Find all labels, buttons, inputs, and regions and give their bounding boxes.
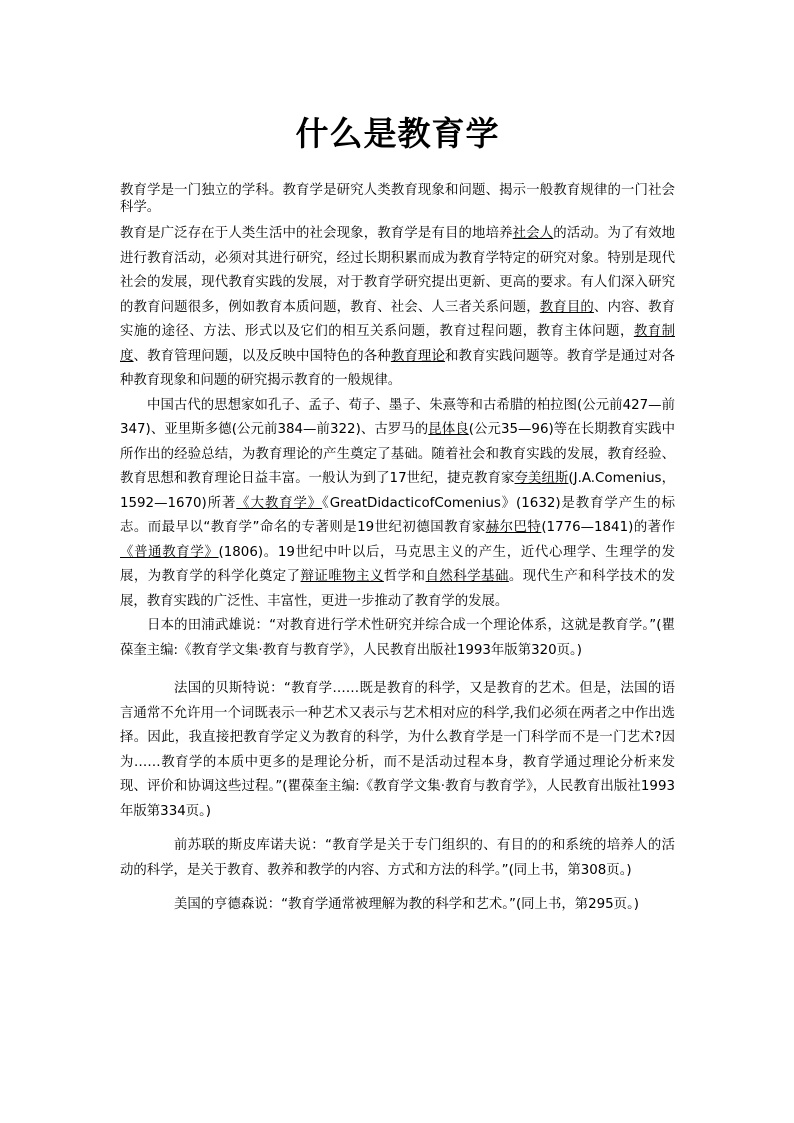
text-span: 教育是广泛存在于人类生活中的社会现象，教育学是有目的地培养 <box>120 226 513 241</box>
text-span: 、内容、教育实施的途径、方法、形式以及它们的相互关系问题，教育过程问题，教育主体问题， <box>120 299 676 339</box>
text-span: 哲学和 <box>383 569 426 584</box>
link-comenius[interactable]: 夸美纽斯 <box>514 471 569 486</box>
text-span: (公元35—96)等在长期教育实践中所作出的经验总结，为教育理论的产生奠定了基础。随着社会和教育实践的发展，教育经验、教育思想和教育理论日益丰富。一般认为到了17世纪，捷克教育家 <box>120 422 675 486</box>
paragraph-history <box>120 394 675 615</box>
link-great-didactic[interactable]: 《大教育学》 <box>236 495 323 511</box>
document-page <box>120 100 675 918</box>
text-span: 、教育管理问题，以及反映中国特色的各种 <box>133 348 391 364</box>
text-span: 。现代生产和科学技术的发展，教育实践的广泛性、丰富性，更进一步推动了教育学的发展。 <box>120 569 676 609</box>
paragraph-definition: 教育学是一门独立的学科。教育学是研究人类教育现象和问题、揭示一般教育规律的一门社会科学。 <box>120 183 675 215</box>
link-herbart[interactable]: 赫尔巴特 <box>485 520 542 535</box>
text-span: 的活动。为了有效地进行教育活动，必须对其进行研究，经过长期积累而成为教育学特定的研究对象。特别是现代社会的发展，现代教育实践的发展，对于教育学研究提出更新、更高的要求。有人们深入研究的教育问题很多，例如教育本质问题，教育、社会、人三者关系问题， <box>120 226 676 315</box>
link-education-purpose[interactable]: 教育目的 <box>539 299 594 315</box>
link-quintilian[interactable]: 昆体良 <box>428 422 469 437</box>
text-span: 中国古代的思想家如孔子、孟子、荀子、墨子、朱熹等和古希腊的柏拉图(公元前427—前347)、亚里斯多德(公元前384—前322)、古罗马的 <box>120 397 675 437</box>
link-social-person[interactable]: 社会人 <box>512 226 554 241</box>
text-span: (J.A.Comenius，1592—1670)所著 <box>120 471 676 511</box>
paragraph-education-phenomenon <box>120 222 675 394</box>
link-general-pedagogy[interactable]: 《普通教育学》 <box>120 544 219 560</box>
link-dialectical-materialism[interactable]: 辩证唯物主义 <box>300 569 384 584</box>
text-span: (1806)。19世纪中叶以后，马克思主义的产生，近代心理学、生理学的发展，为教育学的科学化奠定了 <box>120 544 675 584</box>
link-education-system[interactable]: 教育制度 <box>120 324 676 364</box>
page-title: 什么是教育学 <box>295 114 500 153</box>
paragraph-quote-usa: 美国的亨德森说：“教育学通常被理解为教的科学和艺术。”(同上书，第295页。) <box>174 897 639 912</box>
text-span: 和教育实践问题等。教育学是通过对各种教育现象和问题的研究揭示教育的一般规律。 <box>120 348 676 388</box>
paragraph-quote-japan: 日本的田浦武雄说：“对教育进行学术性研究并综合成一个理论体系，这就是教育学。”(瞿葆奎主编:《教育学文集·教育与教育学》，人民教育出版社1993年版第320页。) <box>120 618 675 658</box>
link-education-theory[interactable]: 教育理论 <box>390 348 445 364</box>
paragraph-quote-soviet: 前苏联的斯皮库诺夫说：“教育学是关于专门组织的、有目的的和系统的培养人的活动的科学，是关于教育、教养和教学的内容、方式和方法的科学。”(同上书，第308页。) <box>120 838 675 878</box>
text-span: (1776—1841)的著作 <box>541 520 675 535</box>
text-span: 《GreatDidacticofComenius》(1632)是教育学产生的标志。而最早以“教育学”命名的专著则是19世纪初德国教育家 <box>120 495 676 535</box>
paragraph-quote-france: 法国的贝斯特说：“教育学……既是教育的科学，又是教育的艺术。但是，法国的语言通常不允许用一个词既表示一种艺术又表示与艺术相对应的科学,我们必须在两者之中作出选择。因此，我直接把教育学定义为教育的科学，为什么教育学是一门科学而不是一门艺术?因为……教育学的本质中更多的是理论分析，而不是活动过程本身，教育学通过理论分析来发现、评价和协调这些过程。”(瞿葆奎主编:《教育学文集·教育与教育学》，人民教育出版社1993年版第334页。) <box>120 681 675 819</box>
link-natural-science-basis[interactable]: 自然科学基础 <box>425 569 509 584</box>
